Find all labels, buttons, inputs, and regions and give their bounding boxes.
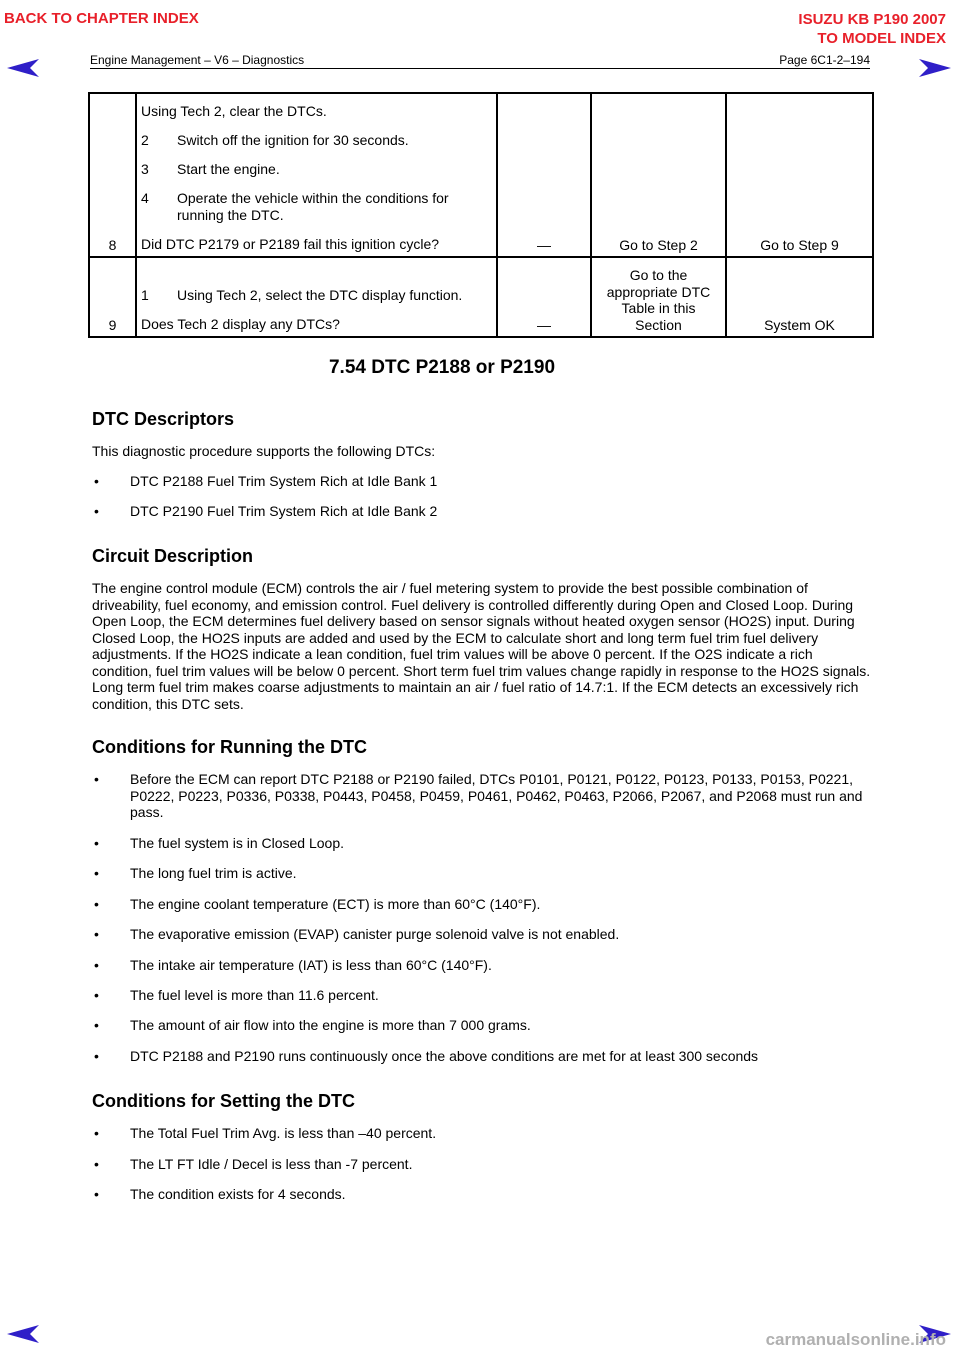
running-conditions-heading: Conditions for Running the DTC xyxy=(92,737,367,757)
setting-conditions-heading: Conditions for Setting the DTC xyxy=(92,1091,355,1111)
list-item: • The intake air temperature (IAT) is less than 60°C (140°F). xyxy=(94,957,492,973)
model-nav xyxy=(798,10,946,48)
header-rule xyxy=(90,68,870,69)
list-item: • The long fuel trim is active. xyxy=(94,865,297,881)
step-yes-result: Go to Step 2 xyxy=(591,93,726,257)
previous-page-arrow-icon[interactable] xyxy=(6,58,40,78)
diagnostic-steps-table xyxy=(88,92,874,338)
list-item: • The fuel system is in Closed Loop. xyxy=(94,835,344,851)
step-value: — xyxy=(497,93,591,257)
previous-page-arrow-bottom-icon[interactable] xyxy=(6,1324,40,1344)
back-to-chapter-index-link[interactable]: BACK TO CHAPTER INDEX xyxy=(4,10,199,27)
circuit-description-heading: Circuit Description xyxy=(92,546,254,566)
table-row xyxy=(89,257,873,337)
action-question: Did DTC P2179 or P2189 fail this ignition cycle? xyxy=(141,236,440,252)
list-item: • The fuel level is more than 11.6 percent. xyxy=(94,987,379,1003)
list-item: • The amount of air flow into the engine is more than 7 000 grams. xyxy=(94,1017,531,1033)
list-item: • DTC P2190 Fuel Trim System Rich at Idle Bank 2 xyxy=(94,503,438,519)
list-item: • The Total Fuel Trim Avg. is less than –40 percent. xyxy=(94,1125,437,1141)
circuit-description-text: The engine control module (ECM) controls the air / fuel metering system to provide the best possible combination of driveability, fuel economy, and emission control. Fuel delivery is controlled differently during Open and Closed Loop. During Open Loop, the ECM determines fuel delivery based on sensor signals without heated oxygen sensor (HO2S) input. During Closed Loop, the HO2S inputs are added and used by the ECM to calculate short and long term fuel trim fuel delivery adjustments. If the HO2S indicate a lean condition, fuel trim values will be above 0 percent. If the O2S indicate a rich condition, fuel trim values will be below 0 percent. Short term fuel trim values change rapidly in response to the HO2S signals. Long term fuel trim makes coarse adjustments to maintain an air / fuel ratio of 14.7:1. If the ECM detects an excessively rich condition, this DTC sets. xyxy=(92,580,871,712)
action-numbered-line: 4 Operate the vehicle within the conditions for running the DTC. xyxy=(141,190,449,223)
list-item: • The engine coolant temperature (ECT) is more than 60°C (140°F). xyxy=(94,896,541,912)
next-page-arrow-icon[interactable] xyxy=(918,58,952,78)
list-item: • Before the ECM can report DTC P2188 or P2190 failed, DTCs P0101, P0121, P0122, P0123, P0133, P0153, P0221, P0222, P0223, P0336, P0338, P0443, P0458, P0459, P0461, P0462, P0463, P2066, P2067, and P2068 must run and pass. xyxy=(94,771,863,820)
section-title: 7.54 DTC P2188 or P2190 xyxy=(328,357,556,378)
list-item: • The LT FT Idle / Decel is less than -7 percent. xyxy=(94,1156,413,1172)
table-row xyxy=(89,93,873,257)
action-numbered-line: 3 Start the engine. xyxy=(141,161,280,177)
list-item: • The evaporative emission (EVAP) canister purge solenoid valve is not enabled. xyxy=(94,926,620,942)
step-number: 9 xyxy=(89,257,136,337)
dtc-descriptors-heading: DTC Descriptors xyxy=(92,409,235,429)
step-number: 8 xyxy=(89,93,136,257)
step-action xyxy=(136,257,497,337)
model-title: ISUZU KB P190 2007 xyxy=(798,11,946,28)
step-yes-result: Go to the appropriate DTC Table in this Section xyxy=(591,257,726,337)
step-value: — xyxy=(497,257,591,337)
list-item: • DTC P2188 and P2190 runs continuously once the above conditions are met for at least 300 seconds xyxy=(94,1048,759,1064)
step-no-result: System OK xyxy=(726,257,873,337)
to-model-index-link[interactable]: TO MODEL INDEX xyxy=(817,30,946,47)
action-line: Using Tech 2, clear the DTCs. xyxy=(141,103,327,119)
watermark: carmanualsonline.info xyxy=(765,1330,946,1349)
action-numbered-line: 2 Switch off the ignition for 30 seconds. xyxy=(141,132,409,148)
page-number: Page 6C1-2–194 xyxy=(779,53,870,67)
running-header-title: Engine Management – V6 – Diagnostics xyxy=(90,53,305,67)
step-action xyxy=(136,93,497,257)
list-item: • DTC P2188 Fuel Trim System Rich at Idle Bank 1 xyxy=(94,473,438,489)
list-item: • The condition exists for 4 seconds. xyxy=(94,1186,346,1202)
action-question: Does Tech 2 display any DTCs? xyxy=(141,316,340,332)
action-numbered-line: 1 Using Tech 2, select the DTC display function. xyxy=(141,287,463,303)
descriptors-intro: This diagnostic procedure supports the following DTCs: xyxy=(92,443,436,459)
step-no-result: Go to Step 9 xyxy=(726,93,873,257)
